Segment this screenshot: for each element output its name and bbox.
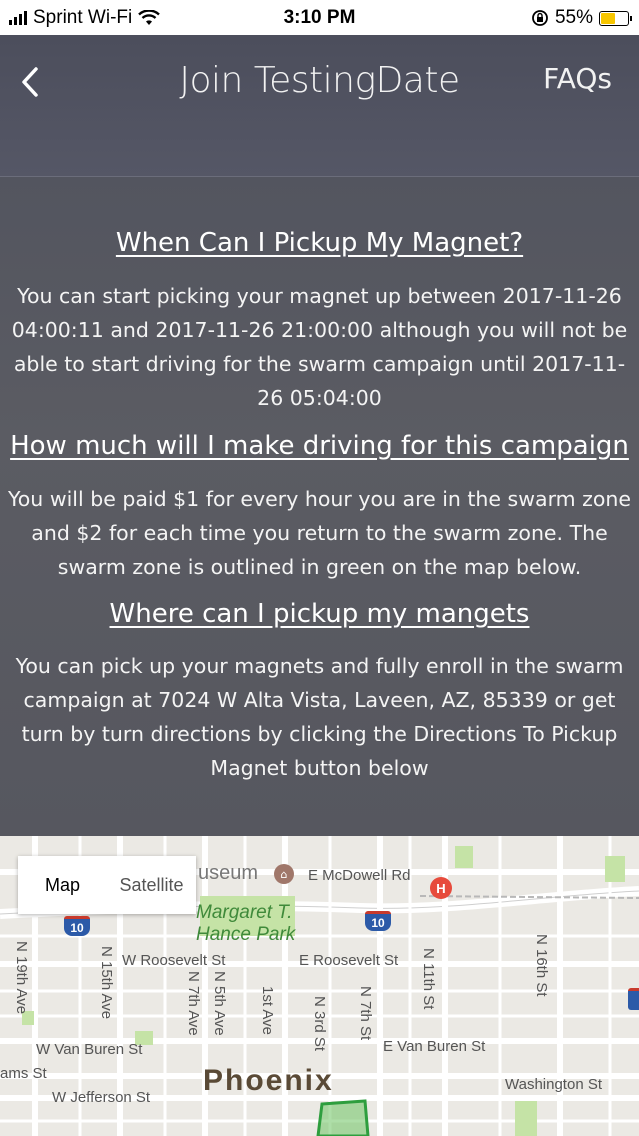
earnings-body (4, 482, 635, 584)
interstate-shield-icon: 10 (365, 911, 391, 931)
pickup-location-body (4, 649, 635, 785)
map-type-switch (18, 856, 196, 914)
city-label: Phoenix (203, 1064, 334, 1097)
n11th-label: N 11th St (420, 948, 437, 1010)
body-line: Magnet button below (210, 756, 429, 780)
map-type-map[interactable]: Map (44, 874, 80, 895)
museum-label: useum (198, 862, 259, 884)
info-content (0, 177, 639, 836)
w-van-buren-label: W Van Buren St (36, 1041, 143, 1058)
nav-header (0, 35, 639, 177)
body-line: and $2 for each time you return to the swarm zone. The (31, 521, 608, 545)
n19th-label: N 19th Ave (13, 941, 30, 1015)
n5th-ave-label: N 5th Ave (211, 971, 228, 1036)
n3rd-label: N 3rd St (311, 996, 328, 1052)
n7th-st-label: N 7th St (357, 986, 374, 1041)
pickup-time-heading: When Can I Pickup My Magnet? (115, 228, 524, 258)
carrier-label: Sprint Wi-Fi (33, 7, 133, 28)
pickup-location-heading: Where can I pickup my mangets (109, 599, 530, 629)
status-time: 3:10 PM (283, 7, 356, 28)
body-line: swarm zone is outlined in green on the map below. (57, 555, 582, 579)
n16th-label: N 16th St (533, 934, 550, 997)
park-label: Margaret T. Hance Park (196, 902, 296, 945)
mcdowell-label: E McDowell Rd (308, 867, 411, 884)
washington-label: Washington St (505, 1076, 602, 1093)
n15th-label: N 15th Ave (98, 946, 115, 1020)
body-line: 04:00:11 and 2017-11-26 21:00:00 although you will not be (11, 318, 628, 342)
orientation-lock-icon (531, 9, 549, 27)
page-title: Join TestingDate (179, 60, 460, 101)
museum-icon: ⌂ (274, 864, 294, 884)
hospital-icon: H (430, 877, 452, 899)
faq-button[interactable]: FAQs (543, 62, 612, 95)
n7th-ave-label: N 7th Ave (185, 971, 202, 1036)
w-jefferson-label: W Jefferson St (52, 1089, 151, 1106)
map-type-satellite[interactable]: Satellite (119, 874, 184, 895)
w-roosevelt-label: W Roosevelt St (122, 952, 226, 969)
interstate-shield-icon: 10 (64, 916, 90, 936)
battery-percent: 55% (554, 7, 593, 28)
battery-icon (599, 11, 629, 26)
body-line: campaign at 7024 W Alta Vista, Laveen, AZ, 85339 or get (23, 688, 616, 712)
highway-marker-icon (628, 988, 639, 1010)
body-line: able to start driving for the swarm campaign until 2017-11- (13, 352, 626, 376)
swarm-zone-map[interactable] (0, 836, 639, 1136)
body-line: turn by turn directions by clicking the Directions To Pickup (21, 722, 618, 746)
e-roosevelt-label: E Roosevelt St (299, 952, 399, 969)
body-line: You will be paid $1 for every hour you are in the swarm zone (7, 487, 632, 511)
body-line: You can start picking your magnet up between 2017-11-26 (17, 284, 622, 308)
status-bar (0, 0, 639, 35)
e-van-buren-label: E Van Buren St (383, 1038, 486, 1055)
pickup-time-body (4, 279, 635, 415)
adams-label: ams St (0, 1065, 47, 1082)
body-line: You can pick up your magnets and fully enroll in the swarm (15, 654, 624, 678)
status-right (531, 7, 629, 29)
first-ave-label: 1st Ave (259, 986, 276, 1035)
earnings-heading: How much will I make driving for this campaign (10, 431, 629, 461)
body-line: 26 05:04:00 (257, 386, 382, 410)
